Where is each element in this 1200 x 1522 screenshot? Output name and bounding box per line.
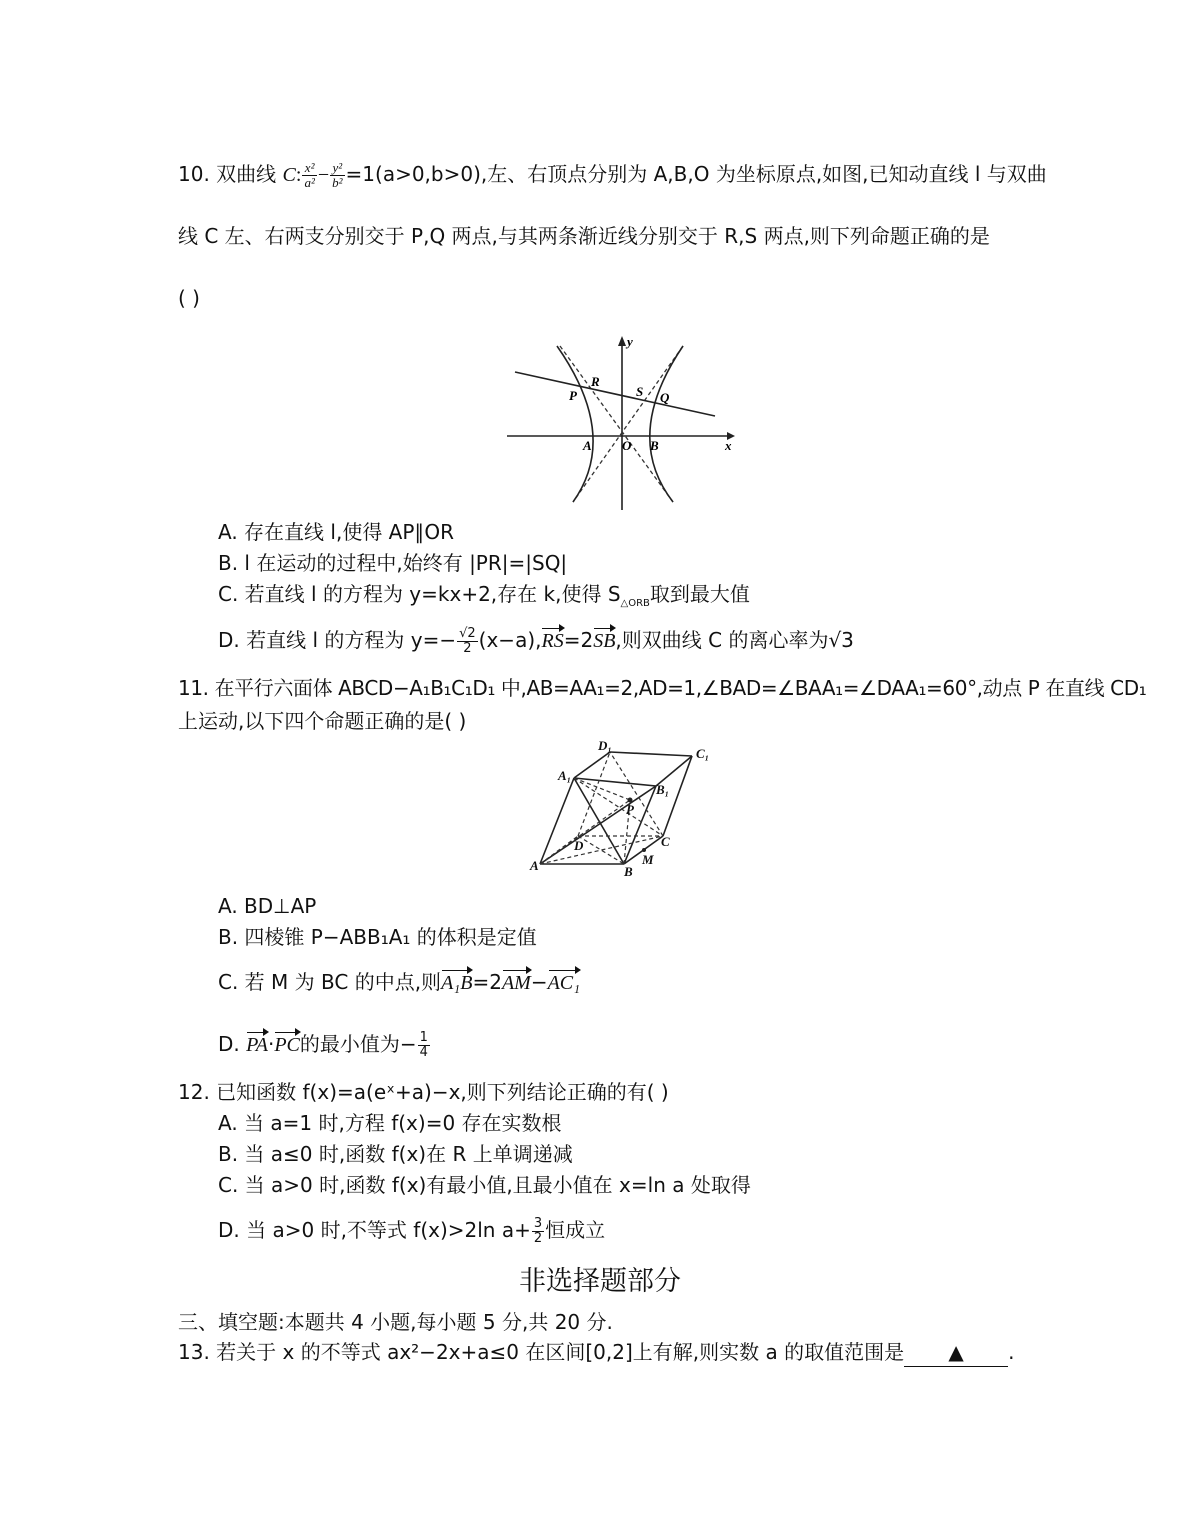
- label-P: P: [569, 388, 577, 403]
- q10-frac-x: $\frac{\text{x²}}{\text{a²}}$: [304, 160, 315, 190]
- label-S: S: [636, 384, 644, 399]
- q10-line2: 线 C 左、右两支分别交于 P,Q 两点,与其两条渐近线分别交于 R,S 两点,则下列命题正确的是: [178, 224, 990, 248]
- q12-option-b: B. 当 a≤0 时,函数 f(x)在 R 上单调递减: [218, 1142, 573, 1166]
- label-A: A: [530, 858, 539, 873]
- q11-option-d: D. PA·PC的最小值为− $\frac{1}{4}$: [218, 1030, 428, 1060]
- section-part3: 三、填空题:本题共 4 小题,每小题 5 分,共 20 分.: [178, 1310, 613, 1334]
- q10-text-1: 双曲线: [216, 162, 283, 186]
- label-Q-top: Q: [660, 390, 670, 405]
- asymptote-1: [560, 346, 673, 502]
- label-A: A: [583, 438, 592, 453]
- answer-blank[interactable]: [904, 1338, 1008, 1367]
- vector-PC: PC: [274, 1031, 300, 1059]
- q10-number: 10.: [178, 162, 210, 186]
- y-axis-arrow: [618, 336, 626, 346]
- q12-line1: 12. 已知函数 f(x)=a(eˣ+a)−x,则下列结论正确的有( ): [178, 1080, 669, 1104]
- q11-option-b: B. 四棱锥 P−ABB₁A₁ 的体积是定值: [218, 925, 537, 949]
- label-B: B: [650, 438, 659, 453]
- hyperbola-left-branch: [557, 346, 593, 502]
- q11-d-frac: $\frac{1}{4}$: [419, 1030, 428, 1060]
- vector-RS: RS: [541, 627, 563, 655]
- line-l: [515, 372, 715, 416]
- vector-A1B: A₁B: [441, 969, 472, 997]
- q10-answer-paren: ( ): [178, 286, 200, 310]
- label-C: C: [661, 834, 670, 849]
- q12-option-c: C. 当 a>0 时,函数 f(x)有最小值,且最小值在 x=ln a 处取得: [218, 1173, 751, 1197]
- q10-frac-y: $\frac{\text{y²}}{\text{b²}}$: [332, 160, 343, 190]
- q10-option-c: C. 若直线 l 的方程为 y=kx+2,存在 k,使得 $S_{\triangle ORB}$取到最大值: [218, 582, 750, 609]
- q10-option-a: A. 存在直线 l,使得 AP∥OR: [218, 520, 455, 544]
- label-O: O: [622, 438, 632, 453]
- hyperbola-figure: [505, 332, 745, 514]
- q10-d-frac: $\frac{√2}{2}$: [459, 626, 476, 656]
- label-A1: A₁: [558, 768, 572, 783]
- label-D1: D₁: [598, 738, 612, 753]
- triangle-icon: ▲: [948, 1340, 964, 1364]
- parallelepiped-figure: [528, 738, 722, 880]
- vector-AC1: AC₁: [548, 969, 581, 997]
- q11-option-a: A. BD⊥AP: [218, 894, 317, 918]
- q12-option-a: A. 当 a=1 时,方程 f(x)=0 存在实数根: [218, 1111, 562, 1135]
- q10-option-b: B. l 在运动的过程中,始终有 |PR|=|SQ|: [218, 551, 568, 575]
- q11-option-c: C. 若 M 为 BC 的中点,则A₁B=2AM−AC₁: [218, 968, 580, 997]
- label-B: B: [624, 864, 633, 879]
- label-x: x: [725, 438, 732, 453]
- q10-eq-tail: =1(a>0,b>0),左、右顶点分别为 A,B,O 为坐标原点,如图,已知动直线 l 与双曲: [345, 162, 1047, 186]
- q12-option-d: D. 当 a>0 时,不等式 f(x)>2ln a+ $\frac{3}{2}$ 恒成立: [218, 1216, 606, 1246]
- label-R: R: [591, 374, 600, 389]
- asymptote-2: [573, 346, 683, 502]
- q12-d-frac: $\frac{3}{2}$: [533, 1216, 543, 1246]
- q10-curve-name: C: [282, 164, 296, 186]
- label-P: P: [626, 802, 634, 817]
- vector-PA: PA: [246, 1031, 268, 1059]
- label-C1: C₁: [696, 746, 710, 761]
- q11-line1: 11. 在平行六面体 ABCD−A₁B₁C₁D₁ 中,AB=AA₁=2,AD=1,∠BAD=∠BAA₁=∠DAA₁=60°,动点 P 在直线 CD₁: [178, 676, 1147, 700]
- vector-AM: AM: [502, 969, 531, 997]
- vector-SB: SB: [593, 627, 615, 655]
- label-B1: B₁: [656, 782, 670, 797]
- q13-line: 13. 若关于 x 的不等式 ax²−2x+a≤0 在区间[0,2]上有解,则实数 a 的取值范围是 ▲ .: [178, 1338, 1014, 1367]
- q10-line1: 10. 双曲线 C: $\frac{\text{x²}}{\text{a²}}$ − $\frac{\text{y²}}{\text{b²}}$ =1(a>0,b>0),左、右顶点分别为 A,B,O 为坐标原点,如图,已知动直线 l 与双曲: [178, 160, 1047, 190]
- q10-option-d: D. 若直线 l 的方程为 y=− $\frac{√2}{2}$ (x−a),RS=2SB,则双曲线 C 的离心率为√3: [218, 626, 854, 656]
- label-y: y: [627, 334, 633, 349]
- label-M: M: [642, 852, 654, 867]
- section-heading: 非选择题部分: [519, 1266, 681, 1297]
- label-D: D: [574, 838, 584, 853]
- q11-line2: 上运动,以下四个命题正确的是( ): [178, 709, 467, 733]
